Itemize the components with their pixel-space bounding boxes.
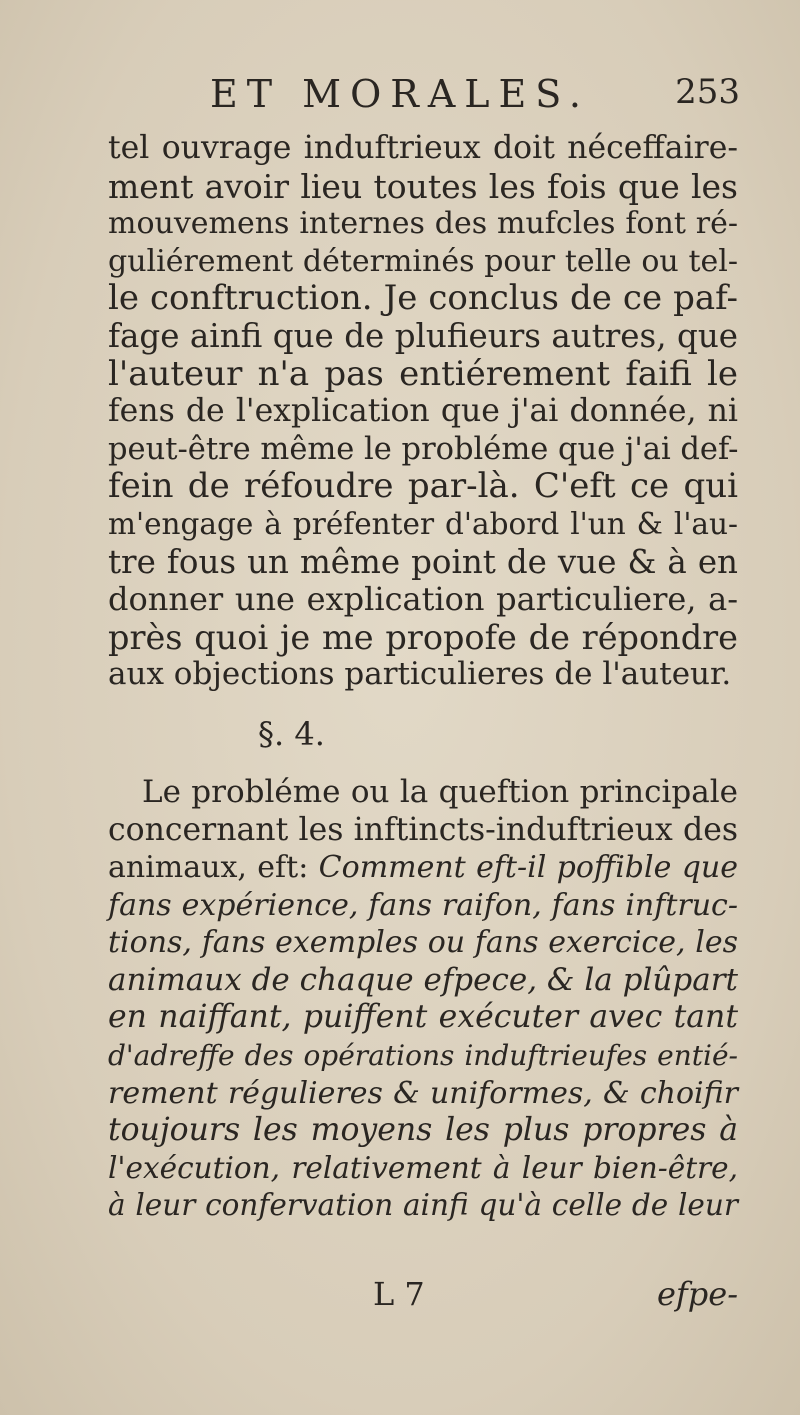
text-line: à leur confervation ainfi qu'à celle de leur xyxy=(108,1188,738,1223)
text-line: d'adreffe des opérations induftrieufes entié- xyxy=(108,1039,738,1073)
text-line: l'auteur n'a pas entiérement faifi le xyxy=(108,353,738,394)
signature-mark: L 7 xyxy=(373,1275,425,1313)
text-line: tel ouvrage induftrieux doit néceffaire- xyxy=(108,130,738,166)
text-line: fens de l'explication que j'ai donnée, ni xyxy=(108,393,738,430)
text-line: près quoi je me propofe de répondre xyxy=(108,617,738,657)
catchword: efpe- xyxy=(656,1275,738,1313)
page-body xyxy=(108,130,738,1225)
text-line: toujours les moyens les plus propres à xyxy=(108,1112,738,1149)
roman-text: animaux, eft: xyxy=(108,850,319,886)
text-line: Le probléme ou la queftion principale xyxy=(142,773,738,810)
text-line xyxy=(108,849,738,887)
running-head xyxy=(210,72,740,122)
text-line: m'engage à préfenter d'abord l'un & l'au- xyxy=(108,506,738,541)
paragraph-2 xyxy=(108,774,738,1225)
page-number: 253 xyxy=(675,72,740,112)
text-line: aux objections particulieres de l'auteur. xyxy=(108,656,732,693)
text-line: concernant les inftincts-induftrieux des xyxy=(108,811,738,848)
text-line: en naiffant, puiffent exécuter avec tant xyxy=(108,999,738,1036)
page-footer xyxy=(108,1275,738,1319)
text-line: fein de réfoudre par-là. C'eft ce qui xyxy=(108,466,738,507)
paragraph-1 xyxy=(108,130,738,694)
text-line: ment avoir lieu toutes les fois que les xyxy=(108,166,738,206)
section-heading: §. 4. xyxy=(258,714,325,753)
italic-text: Comment eft-il poffible que xyxy=(318,850,738,886)
text-line: guliérement déterminés pour telle ou tel- xyxy=(108,243,738,279)
text-line: animaux de chaque efpece, & la plûpart xyxy=(108,961,738,998)
text-line: le conftruction. Je conclus de ce paf- xyxy=(108,278,738,319)
text-line: peut-être même le probléme que j'ai def- xyxy=(108,431,739,467)
text-line: fans expérience, fans raifon, fans inftruc- xyxy=(108,887,738,923)
text-line: l'exécution, relativement à leur bien-être, xyxy=(108,1150,738,1185)
text-line: tions, fans exemples ou fans exercice, les xyxy=(108,925,738,961)
text-line: tre fous un même point de vue & à en xyxy=(108,542,738,581)
text-line: donner une explication particuliere, a- xyxy=(108,580,738,619)
text-line: rement régulieres & uniformes, & choifir xyxy=(108,1075,738,1111)
text-line: mouvemens internes des mufcles font ré- xyxy=(108,206,738,242)
running-head-title: ET MORALES. xyxy=(210,72,591,116)
text-line: fage ainfi que de plufieurs autres, que xyxy=(108,316,738,355)
